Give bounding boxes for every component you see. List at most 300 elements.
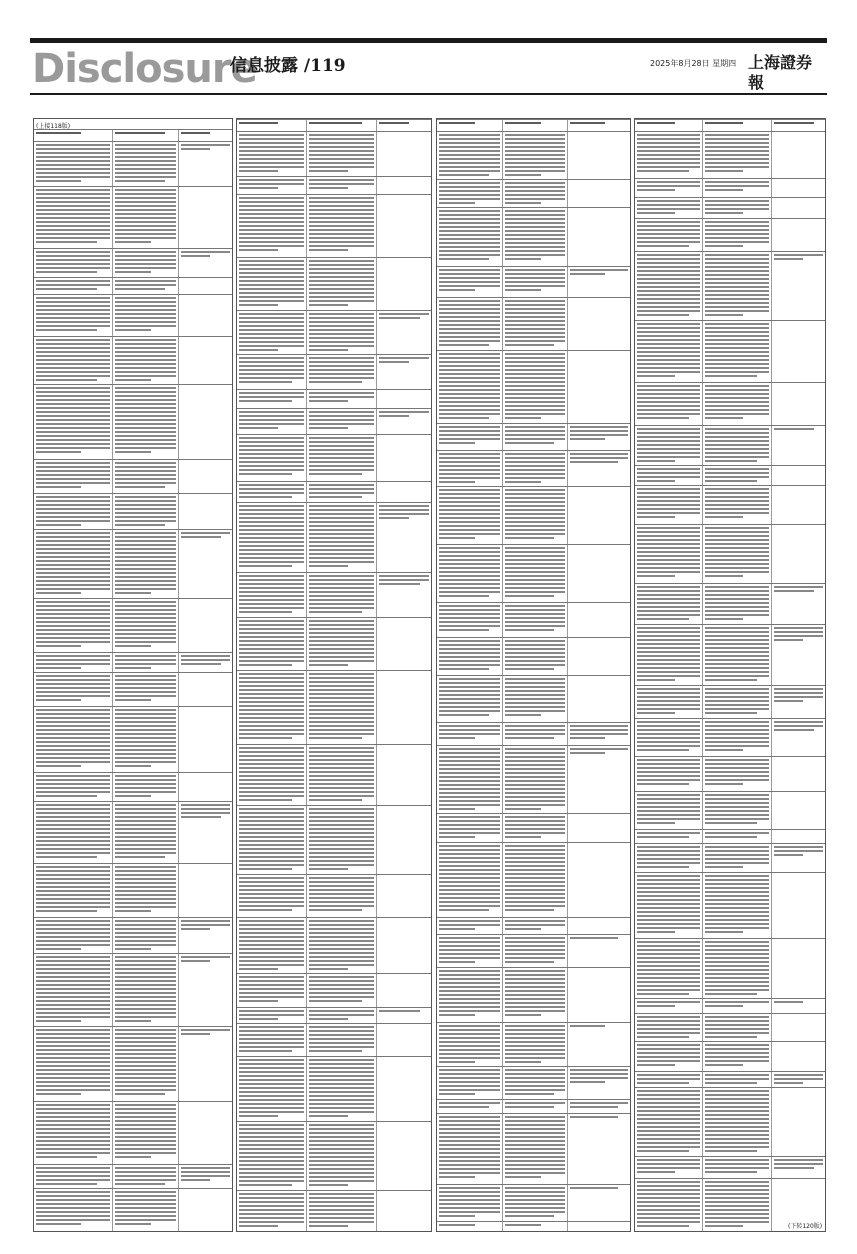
text-line: [239, 1148, 304, 1150]
text-line: [637, 417, 689, 419]
text-line: [115, 1041, 175, 1043]
text-line: [239, 1156, 304, 1158]
text-line: [36, 804, 110, 806]
text-line: [439, 857, 500, 859]
text-line: [505, 949, 566, 951]
text-line: [115, 844, 175, 846]
text-line: [637, 1189, 700, 1191]
text-line: [115, 415, 175, 417]
text-line: [239, 183, 304, 185]
table-cell: [772, 132, 825, 178]
table-row: [237, 389, 431, 408]
text-line: [637, 294, 700, 296]
text-line: [36, 504, 110, 506]
text-line: [439, 381, 500, 383]
text-line: [439, 924, 500, 926]
text-line: [115, 1156, 151, 1158]
text-line: [637, 651, 700, 653]
text-line: [637, 208, 700, 210]
table-cell: [503, 968, 569, 1022]
text-line: [309, 591, 374, 593]
text-line: [36, 237, 110, 239]
text-line: [705, 539, 768, 541]
text-line: [309, 427, 348, 429]
text-line: [505, 269, 566, 271]
text-line: [637, 887, 700, 889]
text-line: [505, 1057, 566, 1059]
text-line: [570, 1106, 617, 1108]
text-line: [239, 840, 304, 842]
text-line: [774, 1167, 814, 1169]
text-line: [309, 1079, 374, 1081]
table-row: [237, 176, 431, 194]
text-line: [309, 689, 374, 691]
table-row: [437, 602, 630, 637]
text-line: [115, 1069, 175, 1071]
text-line: [309, 197, 374, 199]
text-line: [439, 369, 500, 371]
text-line: [309, 1180, 374, 1182]
text-line: [309, 1160, 374, 1162]
table-row: [437, 486, 630, 544]
text-line: [570, 1073, 628, 1075]
text-line: [239, 138, 304, 140]
text-line: [505, 1191, 566, 1193]
text-line: [439, 481, 475, 483]
text-line: [505, 853, 566, 855]
text-line: [181, 920, 230, 922]
text-line: [309, 812, 374, 814]
text-line: [36, 1012, 110, 1014]
text-line: [705, 1185, 768, 1187]
text-line: [36, 992, 110, 994]
table-row: [237, 670, 431, 744]
text-line: [309, 537, 374, 539]
text-line: [505, 764, 566, 766]
text-line: [505, 497, 566, 499]
table-row: [437, 544, 630, 602]
text-line: [36, 466, 110, 468]
text-line: [505, 571, 566, 573]
text-line: [309, 365, 374, 367]
text-line: [36, 415, 110, 417]
text-line: [239, 369, 304, 371]
table-cell: [113, 249, 178, 277]
text-line: [36, 309, 110, 311]
text-line: [239, 237, 304, 239]
text-line: [774, 428, 814, 430]
text-line: [439, 1191, 500, 1193]
text-line: [439, 575, 500, 577]
text-line: [637, 531, 700, 533]
text-line: [637, 708, 700, 710]
text-line: [705, 1052, 768, 1054]
table-cell: [179, 1102, 232, 1164]
text-line: [239, 1201, 304, 1203]
text-line: [309, 565, 348, 567]
text-line: [36, 820, 110, 822]
text-line: [36, 783, 110, 785]
text-line: [309, 492, 374, 494]
text-line: [239, 529, 304, 531]
text-line: [239, 864, 304, 866]
text-line: [439, 861, 500, 863]
text-line: [439, 142, 500, 144]
text-line: [239, 885, 304, 887]
text-line: [637, 270, 700, 272]
text-line: [439, 254, 500, 256]
table-cell: [568, 1222, 630, 1231]
text-line: [239, 1014, 304, 1016]
text-line: [36, 906, 110, 908]
text-line: [637, 496, 700, 498]
text-line: [309, 241, 374, 243]
text-line: [505, 652, 566, 654]
text-line: [36, 886, 110, 888]
text-line: [115, 387, 175, 389]
text-line: [239, 1160, 304, 1162]
table-cell: [703, 426, 771, 465]
text-line: [36, 1167, 110, 1169]
table-cell: [437, 746, 503, 813]
text-line: [239, 1079, 304, 1081]
table-cell: [703, 1179, 771, 1231]
text-line: [239, 628, 304, 630]
text-line: [570, 453, 628, 455]
text-line: [637, 1146, 700, 1148]
text-line: [239, 1107, 304, 1109]
text-line: [36, 419, 110, 421]
text-line: [439, 517, 500, 519]
text-line: [36, 280, 110, 282]
text-line: [439, 1106, 489, 1108]
text-line: [239, 1059, 304, 1061]
table-cell: [703, 844, 771, 872]
text-line: [36, 1029, 110, 1031]
table-cell: [179, 954, 232, 1026]
text-line: [505, 1211, 566, 1213]
text-line: [309, 1213, 374, 1215]
table-row: [34, 953, 232, 1026]
text-line: [379, 317, 420, 319]
table-cell: [503, 1222, 569, 1231]
text-line: [439, 328, 500, 330]
text-line: [36, 878, 110, 880]
table-row: [635, 583, 825, 624]
text-line: [239, 755, 304, 757]
text-line: [239, 333, 304, 335]
text-line: [309, 369, 374, 371]
text-line: [36, 757, 110, 759]
text-line: [309, 162, 374, 164]
text-line: [115, 667, 151, 669]
text-line: [705, 567, 768, 569]
table-cell: [503, 1067, 569, 1099]
text-line: [570, 1187, 617, 1189]
table-cell: [437, 814, 503, 842]
table-cell: [772, 686, 825, 718]
newspaper-name: 上海證券報: [748, 53, 813, 92]
text-line: [705, 282, 768, 284]
text-line: [637, 371, 700, 373]
text-line: [705, 1016, 768, 1018]
text-line: [309, 928, 374, 930]
table-cell: [635, 321, 703, 382]
text-line: [239, 799, 292, 801]
text-line: [115, 588, 175, 590]
text-line: [115, 1120, 175, 1122]
text-line: [439, 218, 500, 220]
text-line: [505, 344, 555, 346]
text-line: [705, 339, 768, 341]
text-line: [36, 462, 110, 464]
text-line: [36, 305, 110, 307]
text-line: [637, 1114, 700, 1116]
table-cell: [34, 530, 113, 598]
text-line: [115, 443, 175, 445]
text-line: [239, 611, 292, 613]
text-line: [705, 389, 768, 391]
text-line: [36, 556, 110, 558]
text-line: [36, 301, 110, 303]
text-line: [705, 875, 768, 877]
text-line: [36, 910, 97, 912]
table-cell: [772, 321, 825, 382]
text-line: [309, 909, 362, 911]
table-row: [635, 485, 825, 524]
text-line: [36, 317, 110, 319]
text-line: [439, 567, 500, 569]
text-line: [115, 928, 175, 930]
text-line: [115, 944, 175, 946]
table-cell: [635, 1072, 703, 1087]
text-line: [36, 924, 110, 926]
text-line: [705, 767, 768, 769]
text-line: [570, 733, 628, 735]
text-line: [505, 998, 566, 1000]
text-line: [181, 132, 211, 134]
text-line: [637, 397, 700, 399]
text-line: [439, 780, 500, 782]
text-line: [239, 292, 304, 294]
text-line: [309, 1087, 374, 1089]
text-line: [309, 984, 374, 986]
text-line: [239, 1095, 304, 1097]
text-line: [637, 957, 700, 959]
text-line: [239, 713, 304, 715]
text-line: [505, 1014, 541, 1016]
text-line: [115, 251, 175, 253]
text-line: [439, 547, 500, 549]
table-cell: [437, 351, 503, 423]
text-line: [309, 964, 374, 966]
text-line: [379, 313, 429, 315]
text-line: [309, 868, 348, 870]
text-line: [505, 563, 566, 565]
text-line: [115, 580, 175, 582]
text-line: [36, 621, 110, 623]
text-line: [439, 583, 500, 585]
text-line: [309, 603, 374, 605]
table-row: [437, 266, 630, 297]
text-line: [309, 1148, 374, 1150]
text-line: [239, 1132, 304, 1134]
text-line: [309, 333, 374, 335]
text-line: [309, 423, 374, 425]
table-cell: [568, 723, 630, 745]
text-line: [115, 795, 151, 797]
text-line: [637, 480, 675, 482]
text-line: [637, 551, 700, 553]
text-line: [115, 737, 175, 739]
text-line: [309, 940, 374, 942]
text-line: [309, 1209, 374, 1211]
table-cell: [703, 873, 771, 938]
text-line: [505, 413, 566, 415]
text-line: [505, 1006, 566, 1008]
text-line: [705, 1114, 768, 1116]
text-line: [439, 336, 500, 338]
text-line: [309, 1014, 374, 1016]
text-line: [505, 1148, 566, 1150]
text-line: [309, 415, 374, 417]
text-line: [705, 655, 768, 657]
table-cell: [307, 482, 377, 502]
table-cell: [437, 1114, 503, 1184]
text-line: [637, 919, 700, 921]
text-line: [309, 824, 374, 826]
text-line: [505, 254, 566, 256]
table-cell: [772, 1014, 825, 1041]
text-line: [439, 559, 500, 561]
table-cell: [34, 460, 113, 493]
table-row: [437, 1113, 630, 1184]
text-line: [705, 708, 768, 710]
text-line: [181, 251, 230, 253]
text-line: [774, 850, 823, 852]
table-cell: [772, 179, 825, 197]
text-line: [36, 512, 110, 514]
text-line: [36, 259, 110, 261]
text-line: [505, 756, 566, 758]
text-line: [570, 737, 605, 739]
text-line: [115, 745, 175, 747]
text-line: [239, 620, 304, 622]
text-line: [505, 365, 566, 367]
text-line: [505, 182, 566, 184]
table-cell: [377, 918, 431, 973]
text-line: [505, 320, 566, 322]
text-line: [239, 221, 304, 223]
table-cell: [437, 1185, 503, 1221]
text-line: [36, 1128, 110, 1130]
text-line: [439, 469, 500, 471]
text-line: [705, 779, 768, 781]
text-line: [705, 563, 768, 565]
text-line: [115, 536, 175, 538]
text-line: [439, 605, 500, 607]
table-cell: [237, 195, 307, 257]
text-line: [705, 166, 768, 168]
text-line: [239, 948, 304, 950]
text-line: [239, 988, 304, 990]
text-line: [705, 643, 768, 645]
text-line: [115, 852, 175, 854]
text-line: [309, 484, 374, 486]
text-line: [115, 556, 175, 558]
text-line: [637, 602, 700, 604]
text-line: [637, 1163, 700, 1165]
text-line: [570, 273, 605, 275]
text-line: [36, 267, 110, 269]
text-line: [309, 205, 374, 207]
text-line: [239, 848, 304, 850]
table-cell: [437, 208, 503, 266]
text-line: [637, 704, 700, 706]
text-line: [239, 897, 304, 899]
text-line: [637, 492, 700, 494]
text-line: [36, 339, 110, 341]
text-line: [505, 377, 566, 379]
text-line: [439, 385, 500, 387]
table-cell: [237, 806, 307, 874]
text-line: [309, 864, 374, 866]
text-line: [309, 1083, 374, 1085]
text-line: [439, 1116, 500, 1118]
text-line: [36, 176, 110, 178]
text-line: [115, 168, 175, 170]
text-line: [439, 373, 500, 375]
text-line: [36, 423, 110, 425]
text-line: [239, 828, 304, 830]
text-line: [505, 621, 566, 623]
text-line: [115, 964, 175, 966]
text-line: [439, 1010, 500, 1012]
text-line: [705, 371, 768, 373]
table-row: [635, 624, 825, 685]
text-line: [505, 138, 566, 140]
table-cell: [635, 830, 703, 843]
text-line: [309, 1075, 374, 1077]
text-line: [705, 1221, 768, 1223]
text-line: [115, 605, 175, 607]
text-line: [36, 288, 97, 290]
table-row: [34, 1101, 232, 1164]
text-line: [239, 134, 304, 136]
table-cell: [377, 195, 431, 257]
text-line: [505, 198, 566, 200]
text-line: [439, 656, 500, 658]
text-line: [637, 1028, 700, 1030]
text-line: [705, 367, 768, 369]
text-line: [705, 627, 768, 629]
text-line: [36, 713, 110, 715]
text-line: [705, 142, 768, 144]
text-line: [36, 1112, 110, 1114]
text-line: [115, 1085, 175, 1087]
text-line: [36, 613, 110, 615]
text-line: [309, 449, 374, 451]
text-line: [637, 775, 700, 777]
text-line: [505, 489, 566, 491]
text-line: [309, 221, 374, 223]
text-line: [705, 270, 768, 272]
table-cell: [703, 219, 771, 251]
text-line: [239, 1030, 304, 1032]
text-line: [309, 755, 374, 757]
text-line: [309, 361, 374, 363]
text-line: [505, 285, 566, 287]
